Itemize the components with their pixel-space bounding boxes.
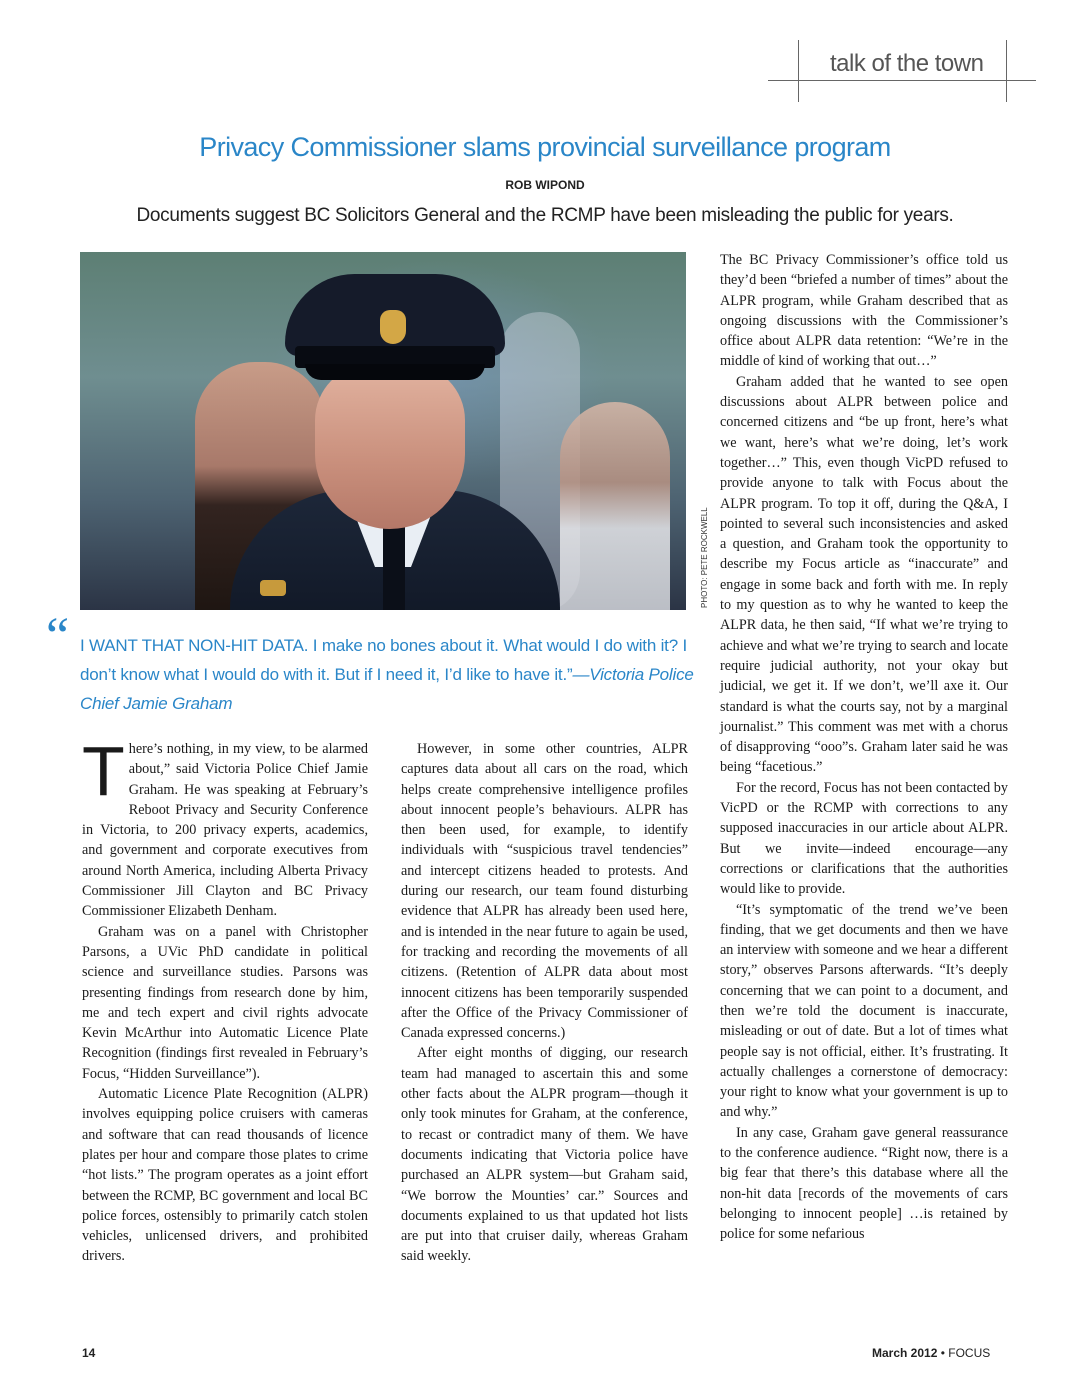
page-number: 14 [82,1346,96,1360]
byline: ROB WIPOND [505,178,585,192]
paragraph [82,732,368,922]
headline: Privacy Commissioner slams provincial surveillance program [199,132,891,162]
body-column-1 [82,732,368,1267]
photo-cap-badge [380,310,406,344]
section-tag-rule-right [1006,40,1007,102]
paragraph: The BC Privacy Commissioner’s office told us they’d been “briefed a number of times” about the ALPR program, while Graham described that as ongoing discussions with the Commissioner’s office about ALPR data retention: “We’re in the middle of kind of working that out…” [720,252,1008,370]
pullquote-attribution: —Victoria Police Chief Jamie Graham [80,665,694,713]
issue-date: March 2012 [872,1346,938,1360]
paragraph: Graham was on a panel with Christopher Parsons, a UVic PhD candidate in political science and surveillance studies. Parsons was presenting findings from research done by him, me and tech expert and civil rights advocate Kevin McArthur into Automatic Licence Plate Recognition (findings first revealed in February’s Focus, “Hidden Surveillance”). [82,923,368,1082]
photo-officer-cap-peak [305,364,485,380]
paragraph: “It’s symptomatic of the trend we’ve been finding, that we get documents and then we have an interview with someone and we hear a different story,” observes Parsons afterwards. “It’s deeply concerning that we can point to a document, and then we’re told the document is inaccurate, misleading or out of date. But a lot of times what people say is not official, either. It’s frustrating. It actually challenges a cornerstone of democracy: your right to know what your government is up to and why.” [720,901,1008,1121]
body-column-2 [401,739,688,1267]
paragraph: Graham added that he wanted to see open discussions about ALPR between police and concerned citizens and “be up front, here’s what we want, here’s what we’re doing, let’s work together…” This, even though VicPD refused to provide anyone to talk with Focus about the ALPR program. To top it off, during the Q&A, I pointed to several such inconsistencies and asked a question, and Graham took the opportunity to describe my Focus article as “inaccurate” and engage in some back and forth with me. In reply to my question as to why he wanted to keep the ALPR data, he then said, “If what we’re trying to achieve and what we’re trying to search and locate require judicial authority, not your okay but judicial, we get it. If we don’t, we’ll axe it. Our standard is what the courts say, not by a marginal journalist.” This comment was met with a chorus of disapproving “ooo”s. Graham later said he was being “facetious.” [720,373,1008,776]
paragraph: In any case, Graham gave general reassurance to the conference audience. “Right now, there is a big fear that there’s this database where all the non-hit data [records of the movements of cars belonging to innocent people] …is retained by police for some nefarious [720,1124,1008,1243]
dek: Documents suggest BC Solicitors General and the RCMP have been misleading the public for years. [136,205,954,226]
dropcap: T [82,732,125,810]
paragraph-text: here’s nothing, in my view, to be alarmed about,” said Victoria Police Chief Jamie Graham. He was speaking at February’s Reboot Privacy and Security Conference in Victoria, to 200 privacy experts, academics, and government and corporate executives from around North America, including Alberta Privacy Commissioner Jill Clayton and BC Privacy Commissioner Elizabeth Denham. [82,741,368,920]
section-tag-label: talk of the town [830,50,984,77]
issue-footer [872,1346,990,1360]
footer-separator: • [940,1346,945,1360]
photo-credit [688,507,709,608]
pullquote-text: I WANT THAT NON-HIT DATA. I make no bones about it. What would I do with it? I don’t know what I would do with it. But if I need it, I’d like to have it.” [80,636,688,684]
section-tag-rule [768,80,1036,81]
pullquote-mark: “ [46,608,70,665]
photo-credit-text: PHOTO: PETE ROCKWELL [700,507,709,608]
photo-epaulette [260,580,286,596]
paragraph: Automatic Licence Plate Recognition (ALPR) involves equipping police cruisers with cameras and software that can read thousands of licence plates per hour and compare those plates to crime “hot lists.” The program operates as a joint effort between the RCMP, BC government and local BC police forces, ostensibly to primarily catch stolen vehicles, unlicensed drivers, and prohibited drivers. [82,1086,368,1265]
paragraph: For the record, Focus has not been contacted by VicPD or the RCMP with corrections to any supposed inaccuracies in our article about ALPR. But we invite—indeed encourage—any corrections or clarifications that the authorities would like to provide. [720,779,1008,898]
photo-police-chief [80,252,686,610]
pullquote [80,631,694,718]
section-tag-rule-left [798,40,799,102]
photo-background-person-right [560,402,670,610]
section-tag [768,40,1038,102]
paragraph: However, in some other countries, ALPR captures data about all cars on the road, which helps create comprehensive intelligence profiles about innocent people’s behaviours. ALPR has then been used, for example, to identify individuals with “suspicious travel tendencies” and intercept citizens headed to protests. And during our research, our team found disturbing evidence that ALPR has already been used here, and is intended in the near future to again be used, for tracking and recording the movements of all citizens. (Retention of ALPR data about most innocent citizens has been temporarily suspended after the Office of the Privacy Commissioner of Canada expressed concerns.) [401,741,688,1042]
body-column-3 [720,250,1008,1245]
paragraph: After eight months of digging, our research team had managed to ascertain this and some other facts about the ALPR program—though it only took minutes for Graham, at the conference, to recast or contradict many of them. We have documents indicating that Victoria police have purchased an ALPR system—but Graham said, “We borrow the Mounties’ car.” Sources and documents explained to us that updated hot lists are put into that cruiser daily, whereas Graham said weekly. [401,1045,688,1265]
magazine-name: FOCUS [948,1346,991,1360]
photo-officer-face [315,364,465,529]
